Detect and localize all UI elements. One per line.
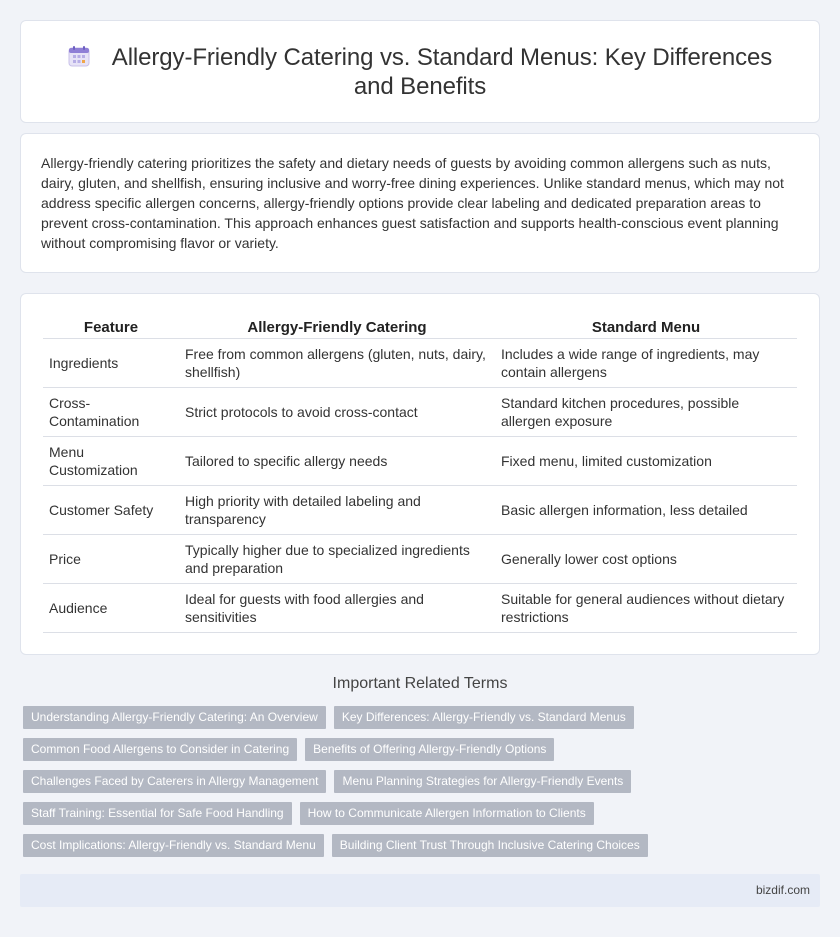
table-cell: Includes a wide range of ingredients, may contain allergens [495, 339, 797, 388]
table-cell: Audience [43, 584, 179, 633]
table-row [43, 584, 797, 633]
table-row [43, 486, 797, 535]
comparison-card [20, 293, 820, 655]
table-cell: Ingredients [43, 339, 179, 388]
table-row [43, 388, 797, 437]
related-term-link[interactable]: Common Food Allergens to Consider in Catering [23, 738, 297, 761]
table-cell: Free from common allergens (gluten, nuts, dairy, shellfish) [179, 339, 495, 388]
header-allergy-friendly: Allergy-Friendly Catering [179, 316, 495, 339]
table-cell: Generally lower cost options [495, 535, 797, 584]
table-cell: High priority with detailed labeling and transparency [179, 486, 495, 535]
table-cell: Menu Customization [43, 437, 179, 486]
page-title [51, 43, 789, 101]
table-cell: Basic allergen information, less detailed [495, 486, 797, 535]
related-term-link[interactable]: Understanding Allergy-Friendly Catering: An Overview [23, 706, 326, 729]
related-term-link[interactable]: Challenges Faced by Caterers in Allergy Management [23, 770, 326, 793]
calendar-icon [68, 45, 90, 67]
related-term-link[interactable]: Cost Implications: Allergy-Friendly vs. Standard Menu [23, 834, 324, 857]
table-cell: Customer Safety [43, 486, 179, 535]
table-cell: Tailored to specific allergy needs [179, 437, 495, 486]
table-cell: Standard kitchen procedures, possible allergen exposure [495, 388, 797, 437]
intro-card [20, 133, 820, 273]
table-header-row [43, 316, 797, 339]
table-cell: Price [43, 535, 179, 584]
related-term-link[interactable]: Key Differences: Allergy-Friendly vs. Standard Menus [334, 706, 634, 729]
table-cell: Suitable for general audiences without dietary restrictions [495, 584, 797, 633]
related-term-link[interactable]: Menu Planning Strategies for Allergy-Friendly Events [334, 770, 631, 793]
intro-text: Allergy-friendly catering prioritizes the safety and dietary needs of guests by avoiding common allergens such as nuts, dairy, gluten, and shellfish, ensuring inclusive and worry-free dining experiences. Unlike standard menus, which may not address specific allergen concerns, allergy-friendly options provide clear labeling and dedicated preparation areas to prevent cross-contamination. This approach enhances guest satisfaction and supports health-conscious event planning without compromising flavor or variety. [41, 155, 784, 251]
table-cell: Typically higher due to specialized ingredients and preparation [179, 535, 495, 584]
table-cell: Strict protocols to avoid cross-contact [179, 388, 495, 437]
related-term-link[interactable]: Building Client Trust Through Inclusive Catering Choices [332, 834, 648, 857]
header-feature: Feature [43, 316, 179, 339]
table-row [43, 535, 797, 584]
related-terms-tags [20, 706, 820, 857]
comparison-table [43, 316, 797, 633]
table-cell: Fixed menu, limited customization [495, 437, 797, 486]
related-term-link[interactable]: Benefits of Offering Allergy-Friendly Options [305, 738, 554, 761]
table-row [43, 339, 797, 388]
page-title-text: Allergy-Friendly Catering vs. Standard Menus: Key Differences and Benefits [111, 43, 773, 100]
footer [20, 874, 820, 907]
footer-site[interactable]: bizdif.com [755, 883, 810, 897]
related-term-link[interactable]: How to Communicate Allergen Information to Clients [300, 802, 594, 825]
title-card [20, 20, 820, 123]
table-cell: Ideal for guests with food allergies and sensitivities [179, 584, 495, 633]
related-terms-section [20, 675, 820, 857]
table-row [43, 437, 797, 486]
related-terms-title: Important Related Terms [332, 675, 508, 692]
related-term-link[interactable]: Staff Training: Essential for Safe Food Handling [23, 802, 292, 825]
header-standard: Standard Menu [495, 316, 797, 339]
table-cell: Cross-Contamination [43, 388, 179, 437]
